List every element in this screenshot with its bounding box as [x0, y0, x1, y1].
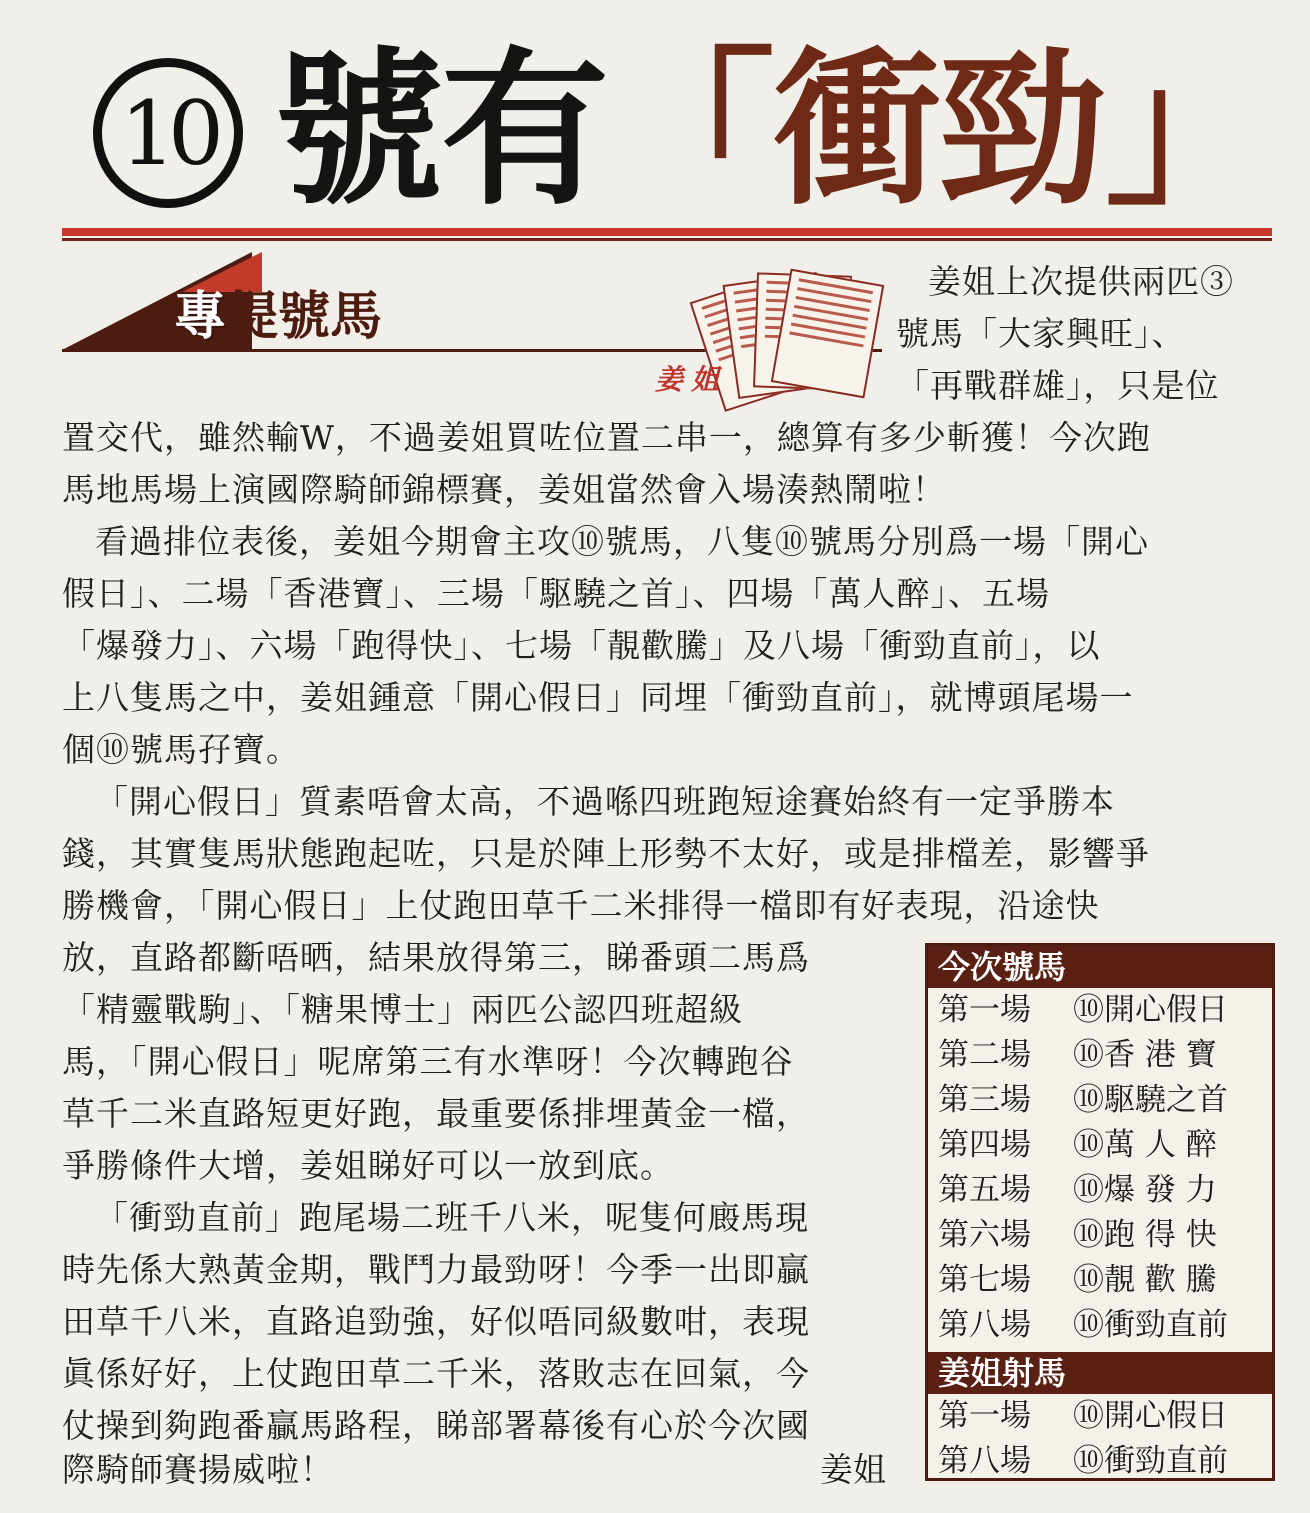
- race-row: [928, 1213, 1272, 1258]
- columnist-signature: 姜姐: [655, 363, 728, 396]
- body-line: 草千二米直路短更好跑，最重要係排埋黃金一檔，: [62, 1094, 810, 1133]
- horse-name: ⑩香 港 寶: [1073, 1037, 1217, 1073]
- race-row: [928, 1033, 1272, 1078]
- headline-red: 「衝勁」: [607, 32, 1271, 228]
- race-label: 第六場: [938, 1217, 1031, 1253]
- pick-row: [928, 1394, 1272, 1439]
- race-row: [928, 988, 1272, 1033]
- body-line: 馬地馬場上演國際騎師錦標賽，姜姐當然會入場湊熱鬧啦！: [62, 470, 946, 509]
- race-row: [928, 1168, 1272, 1213]
- body-line: 號馬「大家興旺」、: [896, 314, 1186, 353]
- horse-name: ⑩開心假日: [1073, 1398, 1228, 1434]
- race-label: 第五場: [938, 1172, 1031, 1208]
- tag-label-part2: 提號馬: [226, 286, 383, 347]
- tag-label-part1: 專: [174, 286, 227, 347]
- horse-name: ⑩衝勁直前: [1073, 1443, 1228, 1479]
- picks-box: [925, 943, 1275, 1481]
- headline-black: 號有: [275, 32, 607, 228]
- box-title-today: 今次號馬: [928, 946, 1272, 988]
- horse-name: ⑩駆驍之首: [1073, 1082, 1228, 1118]
- race-label: 第二場: [938, 1037, 1031, 1073]
- body-line: 看過排位表後，姜姐今期會主攻⑩號馬，八隻⑩號馬分別爲一場「開心: [95, 522, 1149, 561]
- race-row: [928, 1078, 1272, 1123]
- race-label: 第四場: [938, 1127, 1031, 1163]
- body-line: 姜姐上次提供兩匹③: [928, 262, 1234, 301]
- race-label: 第八場: [938, 1443, 1031, 1479]
- horse-name: ⑩開心假日: [1073, 992, 1228, 1028]
- body-line: 勝機會，「開心假日」上仗跑田草千二米排得一檔即有好表現，沿途快: [62, 886, 1100, 925]
- race-row: [928, 1303, 1272, 1348]
- body-line: 爭勝條件大增，姜姐睇好可以一放到底。: [62, 1146, 674, 1185]
- race-label: 第八場: [938, 1307, 1031, 1343]
- body-line: 「衝勁直前」跑尾場二班千八米，呢隻何廄馬現: [95, 1198, 809, 1237]
- body-line: 上八隻馬之中，姜姐鍾意「開心假日」同埋「衝勁直前」，就博頭尾場一: [62, 678, 1134, 717]
- body-line: 仗操到夠跑番贏馬路程，睇部署幕後有心於今次國: [62, 1406, 810, 1445]
- race-label: 第一場: [938, 1398, 1031, 1434]
- body-line: 放，直路都斷唔晒，結果放得第三，睇番頭二馬爲: [62, 938, 810, 977]
- horse-name: ⑩爆 發 力: [1073, 1172, 1217, 1208]
- body-line: 「開心假日」質素唔會太高，不過喺四班跑短途賽始終有一定爭勝本: [95, 782, 1115, 821]
- body-line: 時先係大熟黃金期，戰鬥力最勁呀！今季一出即贏: [62, 1250, 810, 1289]
- box-title-picks: 姜姐射馬: [928, 1352, 1272, 1394]
- horse-name: ⑩萬 人 醉: [1073, 1127, 1217, 1163]
- body-line: 「爆發力」、六場「跑得快」、七場「靚歡騰」及八場「衝勁直前」，以: [62, 626, 1101, 665]
- horse-name: ⑩跑 得 快: [1073, 1217, 1217, 1253]
- circled-number: 10: [93, 58, 243, 208]
- horse-name: ⑩衝勁直前: [1073, 1307, 1228, 1343]
- race-row: [928, 1258, 1272, 1303]
- body-line: 個⑩號馬孖寶。: [62, 730, 300, 769]
- body-line: 際騎師賽揚威啦！: [62, 1450, 334, 1489]
- author-byline: 姜姐: [820, 1450, 886, 1489]
- body-line: 眞係好好，上仗跑田草二千米，落敗志在回氣，今: [62, 1354, 810, 1393]
- pick-row: [928, 1439, 1272, 1484]
- race-label: 第七場: [938, 1262, 1031, 1298]
- body-line: 錢，其實隻馬狀態跑起咗，只是於陣上形勢不太好，或是排檔差，影響爭: [62, 834, 1150, 873]
- race-row: [928, 1123, 1272, 1168]
- body-line: 置交代，雖然輸W，不過姜姐買咗位置二串一，總算有多少斬獲！今次跑: [62, 418, 1151, 457]
- race-label: 第三場: [938, 1082, 1031, 1118]
- race-label: 第一場: [938, 992, 1031, 1028]
- body-line: 田草千八米，直路追勁強，好似唔同級數咁，表現: [62, 1302, 810, 1341]
- horse-name: ⑩靚 歡 騰: [1073, 1262, 1217, 1298]
- body-line: 假日」、二場「香港寶」、三場「駆驍之首」、四場「萬人醉」、五場: [62, 574, 1050, 613]
- body-line: 「精靈戰駒」、「糖果博士」兩匹公認四班超級: [62, 990, 743, 1029]
- body-line: 馬，「開心假日」呢席第三有水準呀！今次轉跑谷: [62, 1042, 794, 1081]
- body-line: 「再戰群雄」，只是位: [896, 366, 1220, 405]
